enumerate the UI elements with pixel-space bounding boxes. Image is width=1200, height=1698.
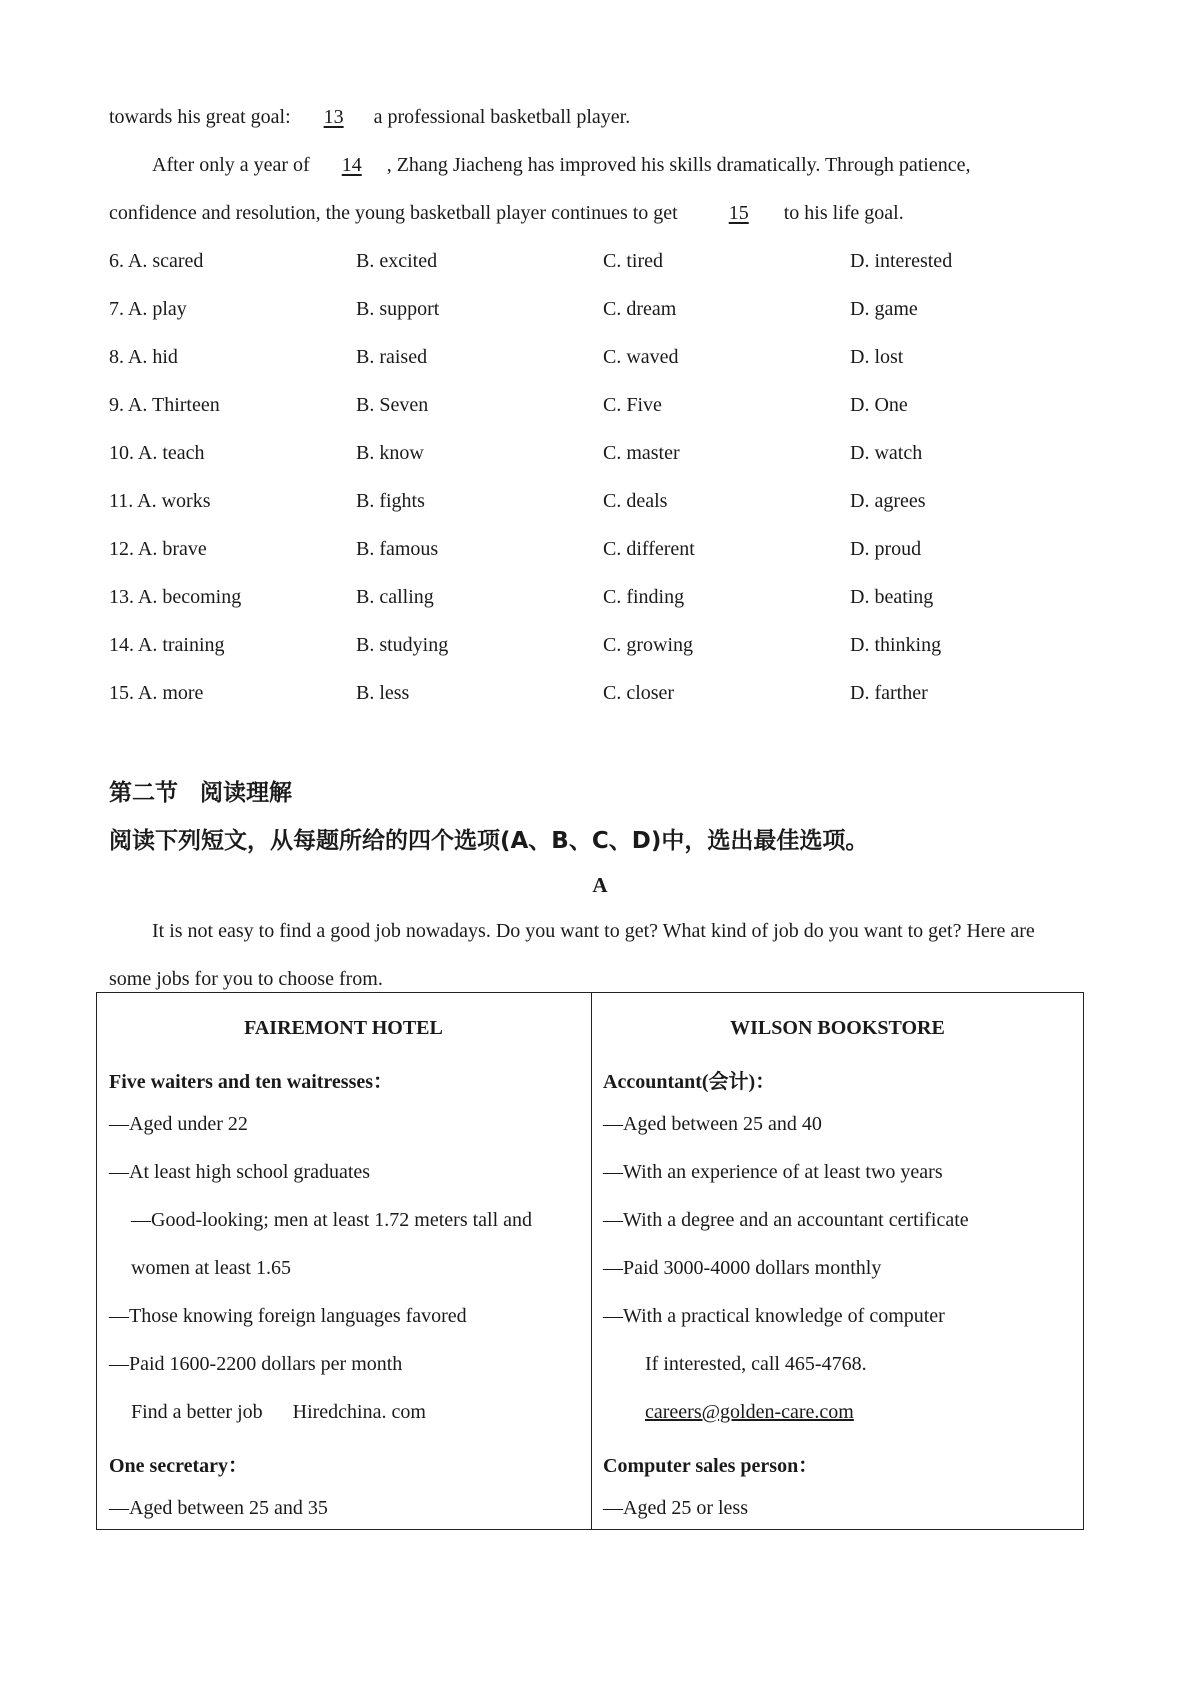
option-b: B. Seven bbox=[356, 394, 429, 416]
option-b: B. calling bbox=[356, 586, 434, 608]
option-row-10 bbox=[0, 442, 1200, 472]
passage-label: A bbox=[592, 873, 608, 897]
option-row-15 bbox=[0, 682, 1200, 712]
hotel-req-3b: women at least 1.65 bbox=[131, 1257, 291, 1279]
option-c: C. different bbox=[603, 538, 695, 560]
hotel-title: FAIREMONT HOTEL bbox=[244, 1017, 443, 1039]
option-row-11 bbox=[0, 490, 1200, 520]
option-c: C. closer bbox=[603, 682, 675, 704]
blank-14: 14 bbox=[341, 154, 362, 176]
passage-text: towards his great goal: bbox=[109, 106, 296, 128]
hotel-job2-heading: One secretary： bbox=[109, 1455, 249, 1477]
option-row-6 bbox=[0, 250, 1200, 280]
option-c: C. Five bbox=[603, 394, 662, 416]
passage-line-2 bbox=[152, 154, 970, 177]
hotel-find-line bbox=[131, 1401, 426, 1424]
option-a: 7. A. play bbox=[109, 298, 187, 320]
hotel-req-5: —Paid 1600-2200 dollars per month bbox=[109, 1353, 403, 1375]
option-c: C. deals bbox=[603, 490, 668, 512]
bookstore-req-3: —With a degree and an accountant certificate bbox=[603, 1209, 969, 1231]
passage-text: confidence and resolution, the young basketball player continues to get bbox=[109, 202, 683, 224]
blank-13: 13 bbox=[323, 106, 344, 128]
hotel-req-1: —Aged under 22 bbox=[109, 1113, 248, 1135]
table-divider bbox=[591, 992, 592, 1530]
option-b: B. support bbox=[356, 298, 440, 320]
find-site: Hiredchina. com bbox=[292, 1401, 426, 1423]
option-b: B. less bbox=[356, 682, 410, 704]
blank-15: 15 bbox=[728, 202, 749, 224]
option-d: D. interested bbox=[850, 250, 953, 272]
option-a: 13. A. becoming bbox=[109, 586, 242, 608]
hotel-req-2: —At least high school graduates bbox=[109, 1161, 371, 1183]
option-c: C. growing bbox=[603, 634, 693, 656]
option-c: C. waved bbox=[603, 346, 679, 368]
passage-text: , Zhang Jiacheng has improved his skills dramatically. Through patience, bbox=[386, 154, 971, 176]
hotel-job2-req-1: —Aged between 25 and 35 bbox=[109, 1497, 328, 1519]
option-d: D. watch bbox=[850, 442, 923, 464]
option-d: D. beating bbox=[850, 586, 934, 608]
bookstore-title: WILSON BOOKSTORE bbox=[730, 1017, 945, 1039]
option-d: D. lost bbox=[850, 346, 904, 368]
section-title bbox=[109, 774, 292, 807]
option-d: D. agrees bbox=[850, 490, 926, 512]
option-a: 8. A. hid bbox=[109, 346, 178, 368]
bookstore-req-5: —With a practical knowledge of computer bbox=[603, 1305, 945, 1327]
section-name: 阅读理解 bbox=[200, 780, 292, 806]
intro-line-2: some jobs for you to choose from. bbox=[109, 968, 383, 990]
option-a: 12. A. brave bbox=[109, 538, 207, 560]
option-b: B. famous bbox=[356, 538, 439, 560]
hotel-req-4: —Those knowing foreign languages favored bbox=[109, 1305, 467, 1327]
option-d: D. proud bbox=[850, 538, 922, 560]
option-a: 14. A. training bbox=[109, 634, 225, 656]
option-c: C. dream bbox=[603, 298, 677, 320]
option-b: B. fights bbox=[356, 490, 425, 512]
option-a: 15. A. more bbox=[109, 682, 204, 704]
section-number: 第二节 bbox=[109, 780, 178, 806]
option-c: C. finding bbox=[603, 586, 685, 608]
bookstore-job2-req-1: —Aged 25 or less bbox=[603, 1497, 748, 1519]
bookstore-contact: If interested, call 465-4768. bbox=[645, 1353, 867, 1375]
bookstore-req-1: —Aged between 25 and 40 bbox=[603, 1113, 822, 1135]
option-d: D. One bbox=[850, 394, 908, 416]
bookstore-job1-heading: Accountant(会计)： bbox=[603, 1071, 776, 1093]
passage-line-3 bbox=[109, 202, 904, 225]
option-a: 11. A. works bbox=[109, 490, 211, 512]
find-text: Find a better job bbox=[131, 1401, 263, 1423]
option-b: B. studying bbox=[356, 634, 449, 656]
option-b: B. know bbox=[356, 442, 424, 464]
option-row-7 bbox=[0, 298, 1200, 328]
section-instruction: 阅读下列短文，从每题所给的四个选项(A、B、C、D)中，选出最佳选项。 bbox=[109, 828, 869, 854]
option-a: 10. A. teach bbox=[109, 442, 205, 464]
option-row-12 bbox=[0, 538, 1200, 568]
option-d: D. thinking bbox=[850, 634, 942, 656]
bookstore-req-4: —Paid 3000-4000 dollars monthly bbox=[603, 1257, 882, 1279]
intro-line-1: It is not easy to find a good job nowadays. Do you want to get? What kind of job do you want to get? Here are bbox=[152, 920, 1035, 942]
option-row-8 bbox=[0, 346, 1200, 376]
option-a: 6. A. scared bbox=[109, 250, 204, 272]
hotel-req-3a: —Good-looking; men at least 1.72 meters tall and bbox=[131, 1209, 533, 1231]
passage-text: After only a year of bbox=[152, 154, 315, 176]
option-b: B. raised bbox=[356, 346, 428, 368]
bookstore-req-2: —With an experience of at least two years bbox=[603, 1161, 943, 1183]
bookstore-job2-heading: Computer sales person： bbox=[603, 1455, 819, 1477]
option-row-9 bbox=[0, 394, 1200, 424]
passage-text: a professional basketball player. bbox=[368, 106, 631, 128]
hotel-job1-heading: Five waiters and ten waitresses： bbox=[109, 1071, 394, 1093]
option-d: D. game bbox=[850, 298, 918, 320]
option-c: C. master bbox=[603, 442, 680, 464]
option-a: 9. A. Thirteen bbox=[109, 394, 220, 416]
option-row-13 bbox=[0, 586, 1200, 616]
option-d: D. farther bbox=[850, 682, 928, 704]
option-b: B. excited bbox=[356, 250, 438, 272]
option-c: C. tired bbox=[603, 250, 663, 272]
bookstore-email-link[interactable]: careers@golden-care.com bbox=[645, 1401, 854, 1423]
passage-text: to his life goal. bbox=[778, 202, 904, 224]
option-row-14 bbox=[0, 634, 1200, 664]
passage-line-1 bbox=[109, 106, 630, 129]
